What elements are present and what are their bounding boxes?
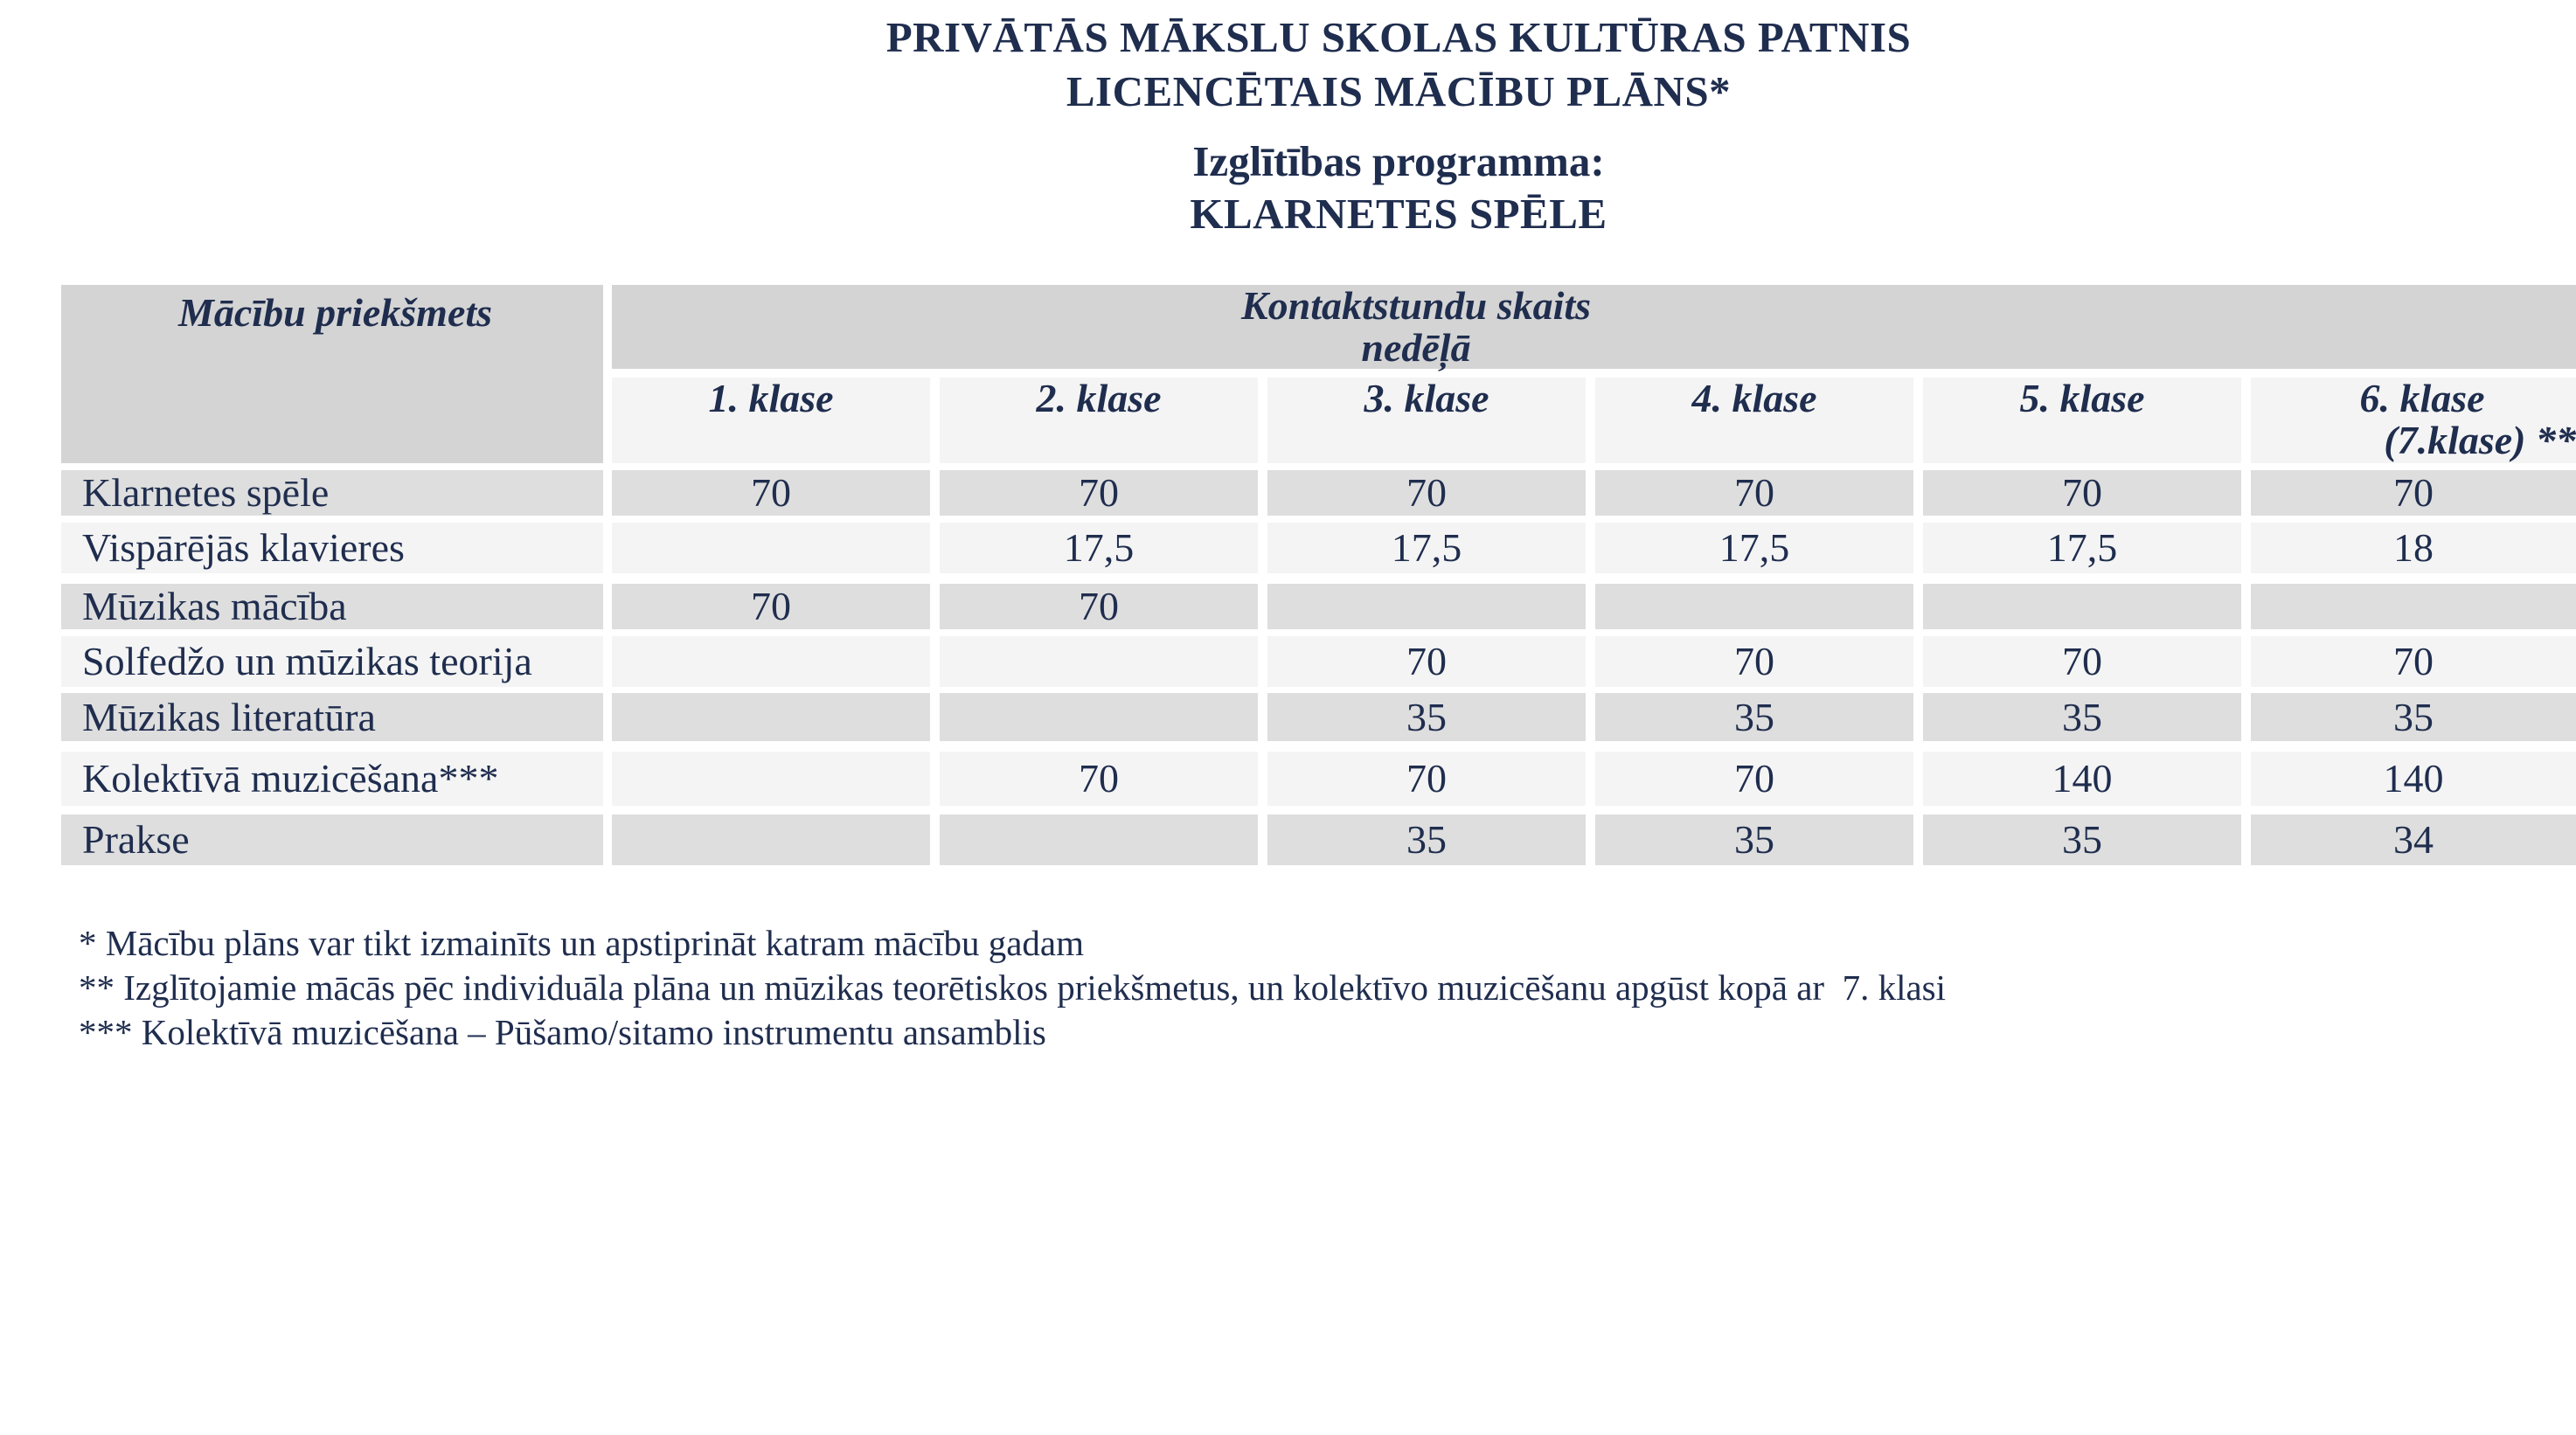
hours-header-line2: nedēļā xyxy=(1361,325,1471,370)
grade-header-3 xyxy=(1267,378,1586,463)
value-cell: 35 xyxy=(1923,815,2241,865)
value-cell: 70 xyxy=(1595,470,1913,516)
value-cell xyxy=(612,636,930,687)
school-title: PRIVĀTĀS MĀKSLU SKOLAS KULTŪRAS PATNIS xyxy=(885,13,1912,61)
value-cell: 35 xyxy=(1923,693,2241,741)
subject-cell: Mūzikas literatūra xyxy=(61,693,603,741)
grade-header-label: 2. klase xyxy=(1036,376,1162,420)
value-cell xyxy=(612,523,930,573)
value-cell xyxy=(940,815,1258,865)
footnotes xyxy=(79,921,1946,1055)
value-cell xyxy=(612,693,930,741)
value-cell: 17,5 xyxy=(1923,523,2241,573)
program-name: KLARNETES SPĒLE xyxy=(1190,190,1607,238)
value-cell: 70 xyxy=(1923,636,2241,687)
value-cell: 70 xyxy=(612,584,930,629)
value-cell xyxy=(2251,584,2576,629)
subject-cell: Mūzikas mācība xyxy=(61,584,603,629)
value-cell: 18 xyxy=(2251,523,2576,573)
grade-header-extra: (7.klase) ** xyxy=(2384,418,2576,462)
value-cell: 34 xyxy=(2251,815,2576,865)
footnote-2: ** Izglītojamie mācās pēc individuāla plāna un mūzikas teorētiskos priekšmetus, un kolektīvo muzicēšanu apgūst kopā ar 7. klasi xyxy=(79,967,1947,1008)
value-cell: 35 xyxy=(1595,693,1913,741)
value-cell xyxy=(940,636,1258,687)
value-cell: 17,5 xyxy=(940,523,1258,573)
hours-header xyxy=(612,285,2576,369)
subject-cell: Kolektīvā muzicēšana*** xyxy=(61,752,603,806)
grade-header-label: 6. klase xyxy=(2359,376,2485,420)
value-cell xyxy=(1595,584,1913,629)
footnote-3: *** Kolektīvā muzicēšana – Pūšamo/sitamo instrumentu ansamblis xyxy=(79,1012,1046,1052)
subject-cell: Klarnetes spēle xyxy=(61,470,603,516)
grade-header-4 xyxy=(1595,378,1913,463)
value-cell: 70 xyxy=(1267,470,1586,516)
subject-cell: Vispārējās klavieres xyxy=(61,523,603,573)
value-cell: 17,5 xyxy=(1267,523,1586,573)
value-cell: 35 xyxy=(1595,815,1913,865)
value-cell xyxy=(940,693,1258,741)
hours-header-line1: Kontaktstundu skaits xyxy=(1240,283,1592,328)
value-cell: 70 xyxy=(940,752,1258,806)
value-cell xyxy=(1267,584,1586,629)
subject-cell: Solfedžo un mūzikas teorija xyxy=(61,636,603,687)
value-cell: 35 xyxy=(2251,693,2576,741)
subject-header xyxy=(61,285,603,463)
value-cell: 140 xyxy=(2251,752,2576,806)
value-cell: 70 xyxy=(1923,470,2241,516)
value-cell: 70 xyxy=(612,470,930,516)
value-cell: 70 xyxy=(1595,636,1913,687)
plan-title: LICENCĒTAIS MĀCĪBU PLĀNS* xyxy=(1066,67,1732,115)
subject-header-label: Mācību priekšmets xyxy=(178,290,493,335)
value-cell: 70 xyxy=(940,470,1258,516)
grade-header-2 xyxy=(940,378,1258,463)
value-cell: 35 xyxy=(1267,815,1586,865)
grade-header-label: 4. klase xyxy=(1691,376,1817,420)
grade-header-6 xyxy=(2251,378,2576,463)
value-cell: 70 xyxy=(1595,752,1913,806)
grade-header-1 xyxy=(612,378,930,463)
value-cell xyxy=(1923,584,2241,629)
value-cell xyxy=(612,752,930,806)
value-cell: 17,5 xyxy=(1595,523,1913,573)
value-cell: 70 xyxy=(1267,752,1586,806)
grade-header-label: 3. klase xyxy=(1364,376,1489,420)
value-cell: 35 xyxy=(1267,693,1586,741)
grade-header-5 xyxy=(1923,378,2241,463)
value-cell xyxy=(612,815,930,865)
subject-cell: Prakse xyxy=(61,815,603,865)
program-label: Izglītības programma: xyxy=(1192,137,1605,185)
footnote-1: * Mācību plāns var tikt izmainīts un apstiprināt katram mācību gadam xyxy=(79,923,1084,963)
value-cell: 70 xyxy=(940,584,1258,629)
grade-header-label: 5. klase xyxy=(2019,376,2145,420)
value-cell: 70 xyxy=(1267,636,1586,687)
value-cell: 70 xyxy=(2251,470,2576,516)
grade-header-label: 1. klase xyxy=(708,376,834,420)
value-cell: 140 xyxy=(1923,752,2241,806)
value-cell: 70 xyxy=(2251,636,2576,687)
